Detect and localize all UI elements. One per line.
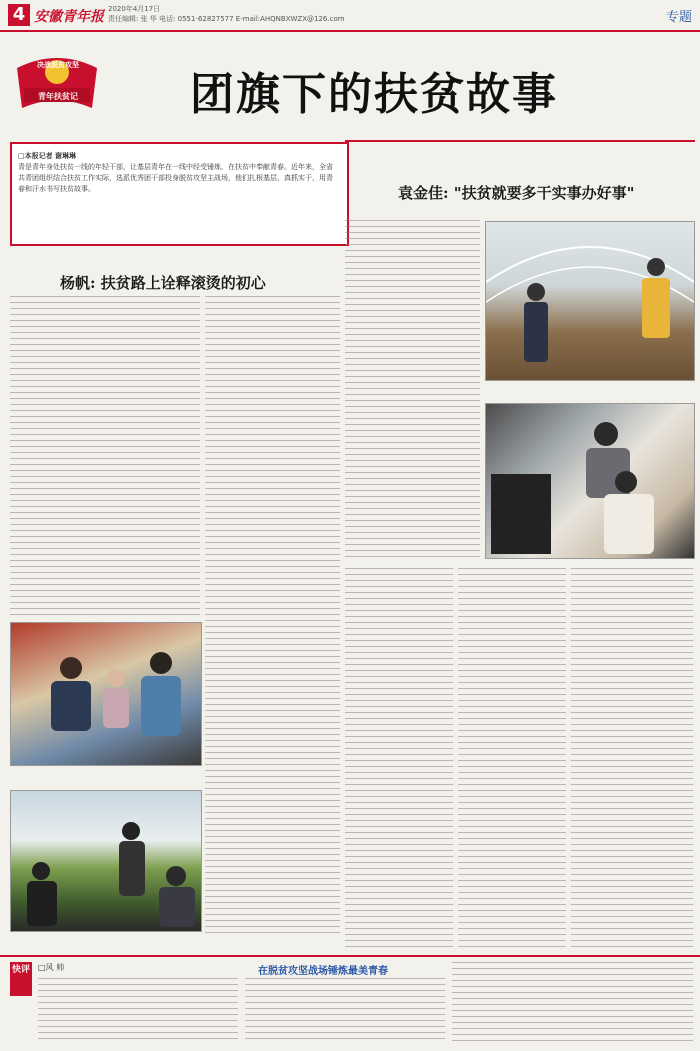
article-body-column [458, 568, 566, 948]
masthead [0, 0, 700, 32]
footer-body-column [245, 978, 445, 1044]
photo-office-work [485, 403, 695, 559]
photo-home-visit [10, 622, 202, 766]
logo-ribbon-text: 青年扶贫记 [38, 92, 78, 101]
article-title-yuan-jinjia: 袁金佳: "扶贫就要多干实事办好事" [398, 184, 635, 202]
campaign-logo [12, 48, 102, 118]
issue-info [108, 4, 345, 24]
article-body-column [10, 296, 200, 616]
headline-rule [345, 140, 695, 142]
section-label: 专题 [665, 10, 692, 25]
footer-tag: 快评 [10, 962, 32, 996]
article-body-column [345, 568, 453, 948]
page-number: 4 [8, 4, 30, 26]
footer-author: □风 帅 [38, 963, 65, 972]
photo-greenhouse [485, 221, 695, 381]
page-headline: 团旗下的扶贫故事 [190, 69, 558, 120]
editor-info: 责任编辑: 张 华 电话: 0551-62827577 E-mail:AHQNBXWZX@126.com [108, 15, 345, 23]
article-body-column [345, 220, 480, 562]
photo-field-visit [10, 790, 202, 932]
intro-text: 青是青年身处扶贫一线的年轻干部，让基层青年在一线中经受锤炼，在扶贫中奉献青春。近年来，全省共青团组织结合扶贫工作实际，选派优秀团干部投身脱贫攻坚主战场，他们扎根基层、真抓实干，用青春和汗水书写扶贫故事。 [18, 163, 333, 193]
paper-name: 安徽青年报 [34, 9, 104, 25]
article-body-column [571, 568, 693, 948]
issue-date: 2020年4月17日 [108, 5, 161, 13]
footer-body-column [38, 978, 238, 1044]
intro-reporter: □本报记者 谢琳琳 [18, 152, 77, 160]
logo-text: 决战脱贫攻坚 [37, 61, 79, 69]
article-body-column [205, 296, 340, 936]
footer-title: 在脱贫攻坚战场锤炼最美青春 [258, 966, 388, 977]
footer-body-column [452, 962, 693, 1044]
article-title-yang-fan: 杨帆: 扶贫路上诠释滚烫的初心 [60, 274, 266, 292]
